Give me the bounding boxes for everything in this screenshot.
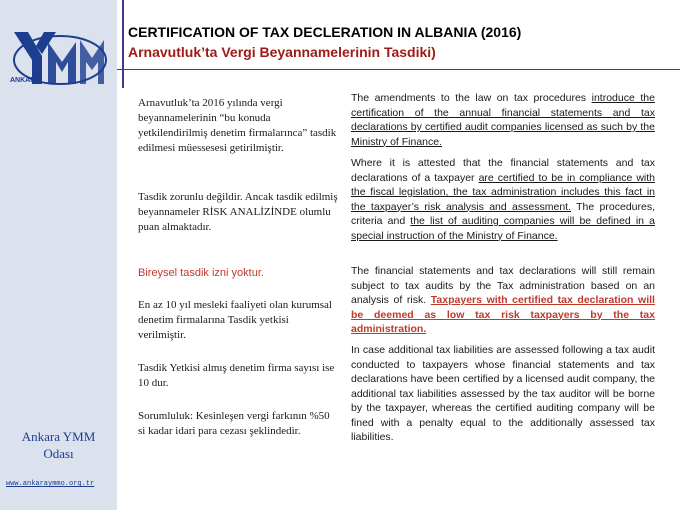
page-subtitle: Arnavutluk’ta Vergi Beyannamelerinin Tasdiki) [128,44,436,60]
org-name-line1: Ankara YMM [21,429,96,444]
english-p2-text: Where it is attested that the financial statements and tax declarations of a taxpayer [351,157,655,184]
org-name [0,428,117,462]
turkish-paragraph-5: Tasdik Yetkisi almış denetim firma sayısı ise 10 dur. [138,362,335,389]
website-link[interactable]: www.ankaraymmo.org.tr [6,480,95,488]
sidebar [0,0,117,510]
turkish-paragraph-2: Tasdik zorunlu değildir. Ancak tasdik edilmiş beyannameler RİSK ANALİZİNDE olumlu puan almaktadır. [138,191,338,233]
english-paragraph-2 [351,156,655,243]
english-p1-underlined: introduce the certification of the annual financial statements and tax declarations by certified audit companies licensed as such by the Ministry of Finance. [351,92,655,148]
org-name-line2: Odası [43,446,74,461]
turkish-paragraph-1: Arnavutluk’ta 2016 yılında vergi beyannamelerinin “bu konuda yetkilendirilmiş denetim firmalarınca” tasdik edilmesi müessesesi getirilmiştir. [138,97,337,154]
turkish-paragraph-6: Sorumluluk: Kesinleşen vergi farkının %50 si kadar idari para cezası şeklindedir. [138,410,330,437]
english-paragraph-3 [351,264,655,337]
english-paragraph-4: In case additional tax liabilities are assessed following a tax audit conducted to taxpayers whose financial statements and tax declarations have been certified by a licensed audit company, the additional tax liabilities assessed by the tax auditor will be borne by the taxpayer, whereas the certified auditing company will be fined with a penalty equal to the additionally assessed tax liabilities. [351,344,655,443]
page-title: CERTIFICATION OF TAX DECLERATION IN ALBANIA (2016) [128,24,522,40]
english-p1-text: The amendments to the law on tax procedures [351,92,592,104]
turkish-paragraph-4: En az 10 yıl mesleki faaliyeti olan kurumsal denetim firmalarına Tasdik yetkisi verilmiştir. [138,299,332,341]
english-p3-highlight: Taxpayers with certified tax declaration will be deemed as low tax risk taxpayers by the tax administration. [351,294,655,335]
turkish-paragraph-3: Bireysel tasdik izni yoktur. [138,267,264,279]
english-p2-underlined-2: the list of auditing companies will be defined in a special instruction of the Ministry of Finance. [351,215,655,242]
logo-text: ANKARA [10,77,41,84]
header [117,0,680,85]
english-paragraph-1 [351,91,655,149]
english-p2-text-2: The procedures, criteria and [351,200,655,227]
english-p3-text: The financial statements and tax declarations will still remain subject to tax audits by the Tax administration based on an analysis of risk. [351,265,655,306]
english-p2-underlined: are certified to be in compliance with the fiscal legislation, the tax administration includes this fact in the taxpayer’s risk analysis and assessment. [351,171,655,213]
